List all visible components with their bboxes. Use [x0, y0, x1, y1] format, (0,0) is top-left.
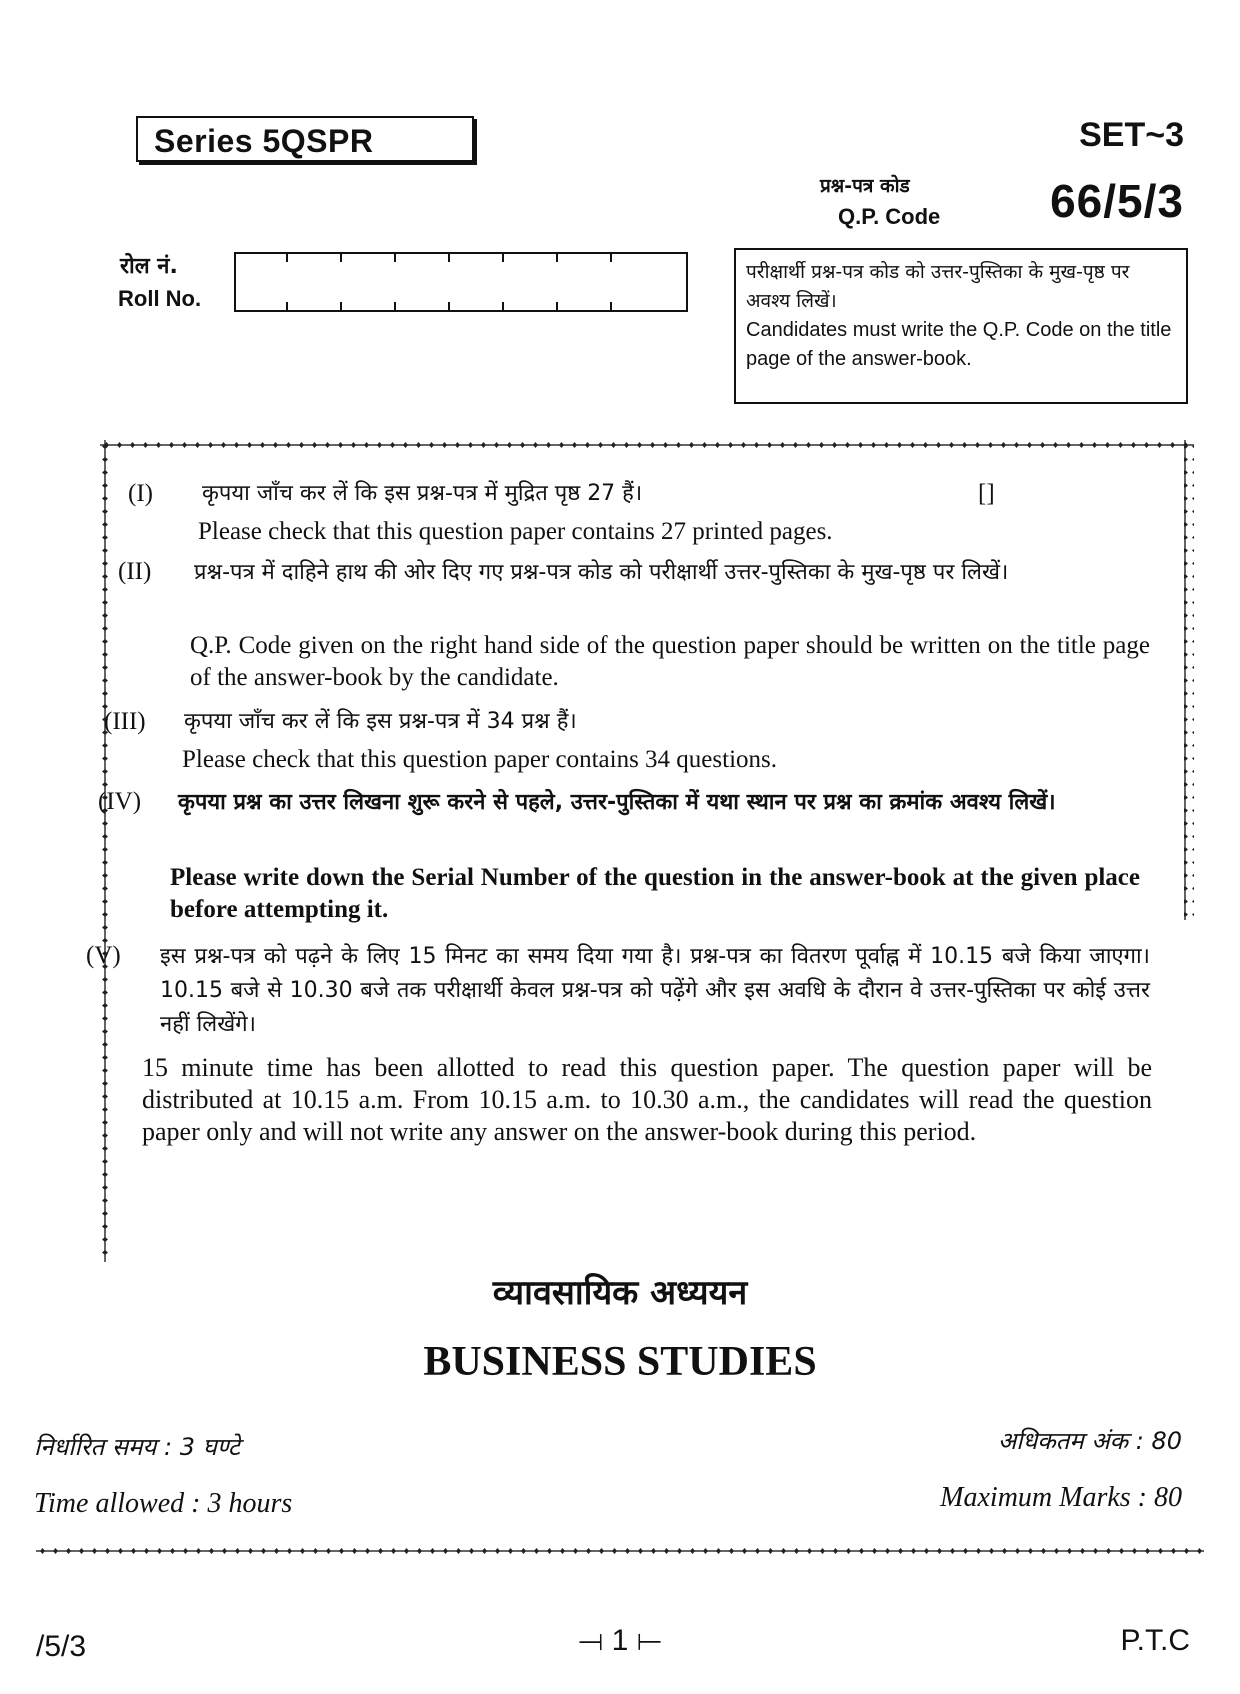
instruction-number: (I) [128, 480, 153, 507]
qp-code-notice-english: Candidates must write the Q.P. Code on the title page of the answer-book. [746, 319, 1172, 370]
subject-title-hindi: व्यावसायिक अध्ययन [492, 1273, 748, 1313]
qp-code-label-hindi: प्रश्न-पत्र कोड [820, 175, 910, 197]
instruction-text-hindi: प्रश्न-पत्र में दाहिने हाथ की ओर दिए गए प्रश्न-पत्र कोड को परीक्षार्थी उत्तर-पुस्तिका के मुख-पृष्ठ पर लिखें। [194, 560, 1009, 585]
instruction-text-english: Please write down the Serial Number of the question in the answer-book at the given place before attempting it. [170, 864, 1140, 923]
qp-code-notice-hindi: परीक्षार्थी प्रश्न-पत्र कोड को उत्तर-पुस्तिका के मुख-पृष्ठ पर अवश्य लिखें। [746, 261, 1130, 312]
instruction-text-hindi: कृपया प्रश्न का उत्तर लिखना शुरू करने से पहले, उत्तर-पुस्तिका में यथा स्थान पर प्रश्न का क्रमांक अवश्य लिखें। [178, 790, 1056, 815]
qp-code-notice [734, 248, 1188, 404]
ornament-left-icon: ⟞ [578, 1624, 604, 1657]
page-check-box: [] [978, 480, 995, 507]
time-allowed-hindi: निर्धारित समय : 3 घण्टे [34, 1433, 241, 1461]
roll-number-label-hindi: रोल नं. [120, 254, 178, 279]
instruction-number: (II) [118, 558, 152, 585]
instruction-text-english: Please check that this question paper contains 34 questions. [182, 746, 778, 773]
footer-code: /5/3 [36, 1630, 87, 1663]
maximum-marks-hindi: अधिकतम अंक : 80 [997, 1427, 1182, 1455]
instruction-number: (III) [104, 708, 146, 735]
instruction-text-english: 15 minute time has been allotted to read this question paper. The question paper will be distributed at 10.15 a.m. From 10.15 a.m. to 10.30 a.m., the candidates will read the question paper only and will not write any answer on the answer-book during this period. [142, 1053, 1152, 1146]
instruction-text-english: Please check that this question paper contains 27 printed pages. [198, 518, 833, 545]
instruction-text-hindi: कृपया जाँच कर लें कि इस प्रश्न-पत्र में 34 प्रश्न हैं। [184, 709, 577, 734]
qp-code-value: 66/5/3 [1050, 175, 1184, 227]
qp-code-label: Q.P. Code [838, 204, 941, 229]
please-turn-over: P.T.C [1120, 1624, 1190, 1657]
maximum-marks: Maximum Marks : 80 [940, 1482, 1182, 1513]
instruction-number: (V) [86, 942, 121, 969]
instruction-number: (IV) [98, 788, 142, 815]
instruction-text-hindi: कृपया जाँच कर लें कि इस प्रश्न-पत्र में मुद्रित पृष्ठ 27 हैं। [202, 481, 643, 506]
page-number [560, 1624, 680, 1658]
instruction-text-hindi: इस प्रश्न-पत्र को पढ़ने के लिए 15 मिनट का समय दिया गया है। प्रश्न-पत्र का वितरण पूर्वाह्न में 10.15 बजे किया जाएगा। 10.15 बजे से 10.30 बजे तक परीक्षार्थी केवल प्रश्न-पत्र को पढ़ेंगे और इस अवधि के दौरान वे उत्तर-पुस्तिका पर कोई उत्तर नहीं लिखेंगे। [160, 944, 1150, 1037]
time-allowed: Time allowed : 3 hours [34, 1488, 293, 1519]
page-number-value: 1 [611, 1624, 629, 1657]
set-label: SET~3 [1079, 116, 1184, 154]
roll-number-label: Roll No. [118, 286, 202, 311]
series-label: Series 5QSPR [136, 116, 474, 162]
roll-number-field[interactable] [234, 252, 688, 312]
ornament-right-icon: ⟝ [636, 1624, 662, 1657]
bottom-divider [36, 1546, 1204, 1556]
instruction-text-english: Q.P. Code given on the right hand side of the question paper should be written on the title page of the answer-book by the candidate. [190, 632, 1150, 691]
subject-title: BUSINESS STUDIES [423, 1339, 817, 1385]
